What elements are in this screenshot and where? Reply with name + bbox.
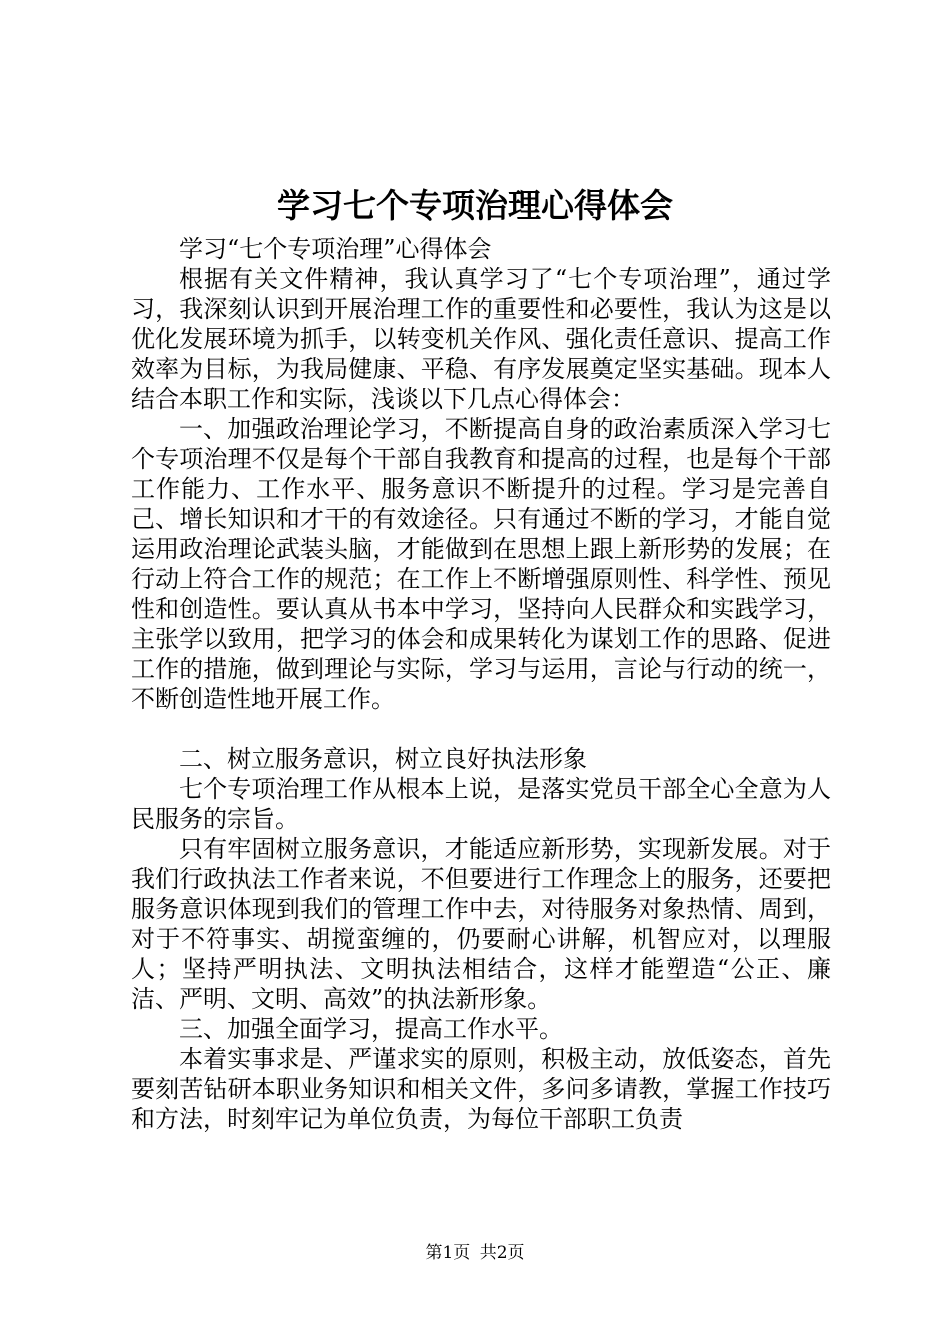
section-two-heading: 二、树立服务意识，树立良好执法形象	[179, 745, 587, 773]
section-three-paragraph: 本着实事求是、严谨求实的原则，积极主动，放低姿态，首先要刻苦钻研本职业务知识和相关文件，多问多请教，掌握工作技巧和方法，时刻牢记为单位负责，为每位干部职工负责	[131, 1045, 831, 1133]
section-two-paragraph-1: 七个专项治理工作从根本上说，是落实党员干部全心全意为人民服务的宗旨。	[131, 775, 831, 833]
document-body	[131, 234, 831, 1134]
page-number: 第1页	[425, 1243, 471, 1263]
section-one-paragraph: 一、加强政治理论学习，不断提高自身的政治素质深入学习七个专项治理不仅是每个干部自我教育和提高的过程，也是每个干部工作能力、工作水平、服务意识不断提升的过程。学习是完善自己、增长知识和才干的有效途径。只有通过不断的学习，才能自觉运用政治理论武装头脑，才能做到在思想上跟上新形势的发展；在行动上符合工作的规范；在工作上不断增强原则性、科学性、预见性和创造性。要认真从书本中学习，坚持向人民群众和实践学习，主张学以致用，把学习的体会和成果转化为谋划工作的思路、促进工作的措施，做到理论与实际，学习与运用，言论与行动的统一，不断创造性地开展工作。	[131, 415, 831, 713]
subtitle-paragraph: 学习“七个专项治理”心得体会	[179, 235, 492, 263]
section-three-heading: 三、加强全面学习，提高工作水平。	[179, 1015, 563, 1043]
document-title: 学习七个专项治理心得体会	[277, 186, 673, 225]
page-total: 共2页	[479, 1243, 525, 1263]
intro-paragraph: 根据有关文件精神，我认真学习了“七个专项治理”，通过学习，我深刻认识到开展治理工作的重要性和必要性，我认为这是以优化发展环境为抓手，以转变机关作风、强化责任意识、提高工作效率为目标，为我局健康、平稳、有序发展奠定坚实基础。现本人结合本职工作和实际，浅谈以下几点心得体会：	[131, 265, 831, 413]
paragraph-gap	[131, 714, 831, 744]
section-two-paragraph-2: 只有牢固树立服务意识，才能适应新形势，实现新发展。对于我们行政执法工作者来说，不但要进行工作理念上的服务，还要把服务意识体现到我们的管理工作中去，对待服务对象热情、周到，对于不符事实、胡搅蛮缠的，仍要耐心讲解，机智应对，以理服人；坚持严明执法、文明执法相结合，这样才能塑造“公正、廉洁、严明、文明、高效”的执法新形象。	[131, 835, 831, 1013]
page-footer	[0, 1241, 950, 1265]
